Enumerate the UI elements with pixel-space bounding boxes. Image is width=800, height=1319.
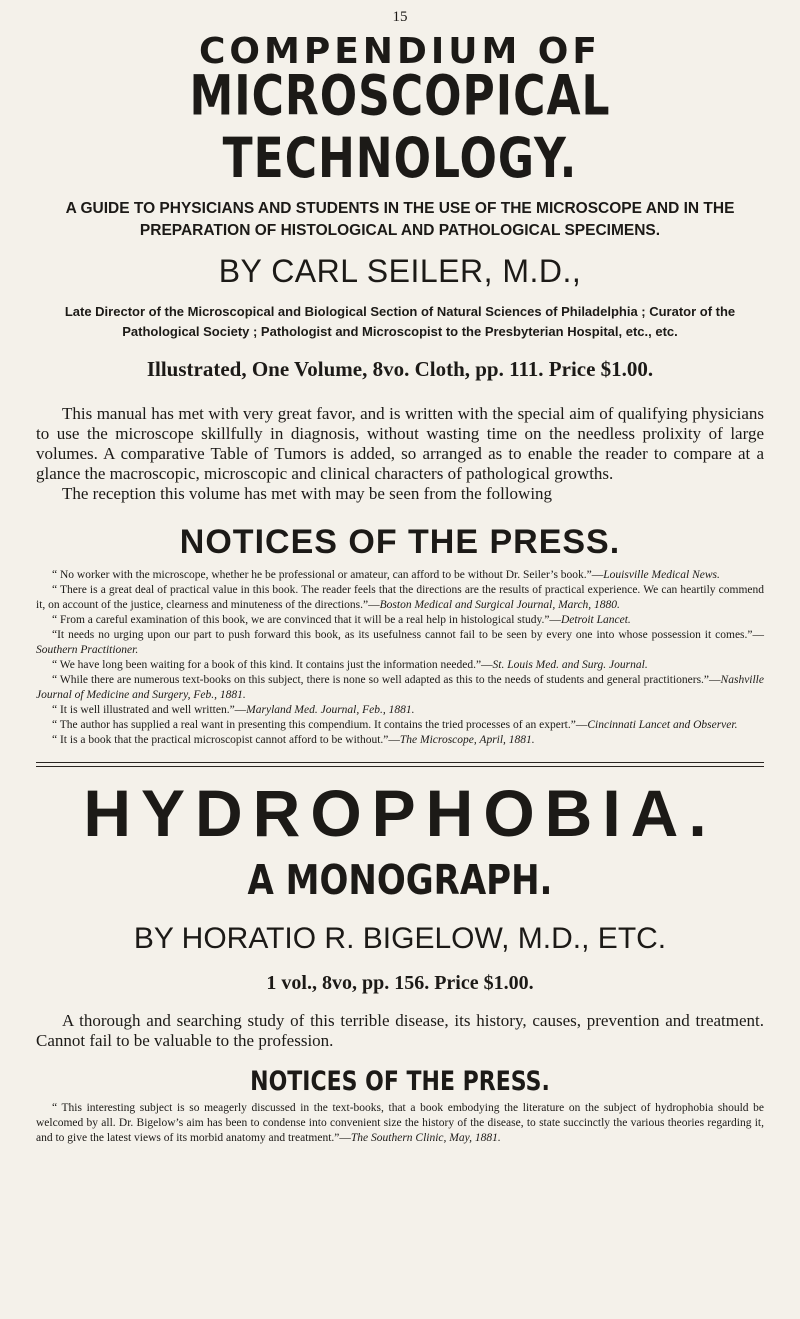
book-microscopical-technology xyxy=(36,32,764,748)
review-item xyxy=(36,658,764,673)
review-source: Cincinnati Lancet and Observer. xyxy=(587,719,738,731)
book2-review xyxy=(36,1101,764,1146)
book2-subtitle: A MONOGRAPH. xyxy=(247,857,553,905)
review-item xyxy=(36,613,764,628)
book2-price-line: 1 vol., 8vo, pp. 156. Price $1.00. xyxy=(266,972,534,994)
book2-title: HYDROPHOBIA. xyxy=(83,776,717,850)
section-divider-thin xyxy=(36,766,764,767)
book1-notices-heading: NOTICES OF THE PRESS. xyxy=(179,523,621,561)
section-divider xyxy=(36,762,764,763)
review-source: Nashville Journal of Medicine and Surgery, Feb., 1881. xyxy=(36,674,764,701)
review-source: Maryland Med. Journal, Feb., 1881. xyxy=(246,704,415,716)
review-item xyxy=(36,703,764,718)
review-text: “ It is a book that the practical microscopist cannot afford to be without.”— xyxy=(52,734,400,746)
review-text: “ We have long been waiting for a book of this kind. It contains just the information needed.”— xyxy=(52,659,493,671)
review-text: “ It is well illustrated and well written.”— xyxy=(52,704,247,716)
review-text: “It needs no urging upon our part to push forward this book, as its usefulness cannot fail to be seen by every one into whose possession it comes.”— xyxy=(52,629,764,641)
review-text: “ No worker with the microscope, whether he be professional or amateur, can afford to be without Dr. Seiler’s book.”— xyxy=(52,569,604,581)
review-source: St. Louis Med. and Surg. Journal. xyxy=(492,659,648,671)
review-item xyxy=(36,628,764,658)
review-text: “ The author has supplied a real want in presenting this compendium. It contains the tried processes of an expert.”— xyxy=(52,719,588,731)
book1-credentials: Late Director of the Microscopical and Biological Section of Natural Sciences of Philadelphia ; Curator of the Pathological Society ; Pathologist and Microscopist to the Presbyterian Hospital, etc., etc. xyxy=(64,304,736,339)
book2-author: BY HORATIO R. BIGELOW, M.D., ETC. xyxy=(133,922,667,955)
page-number: 15 xyxy=(392,9,408,25)
book1-author: BY CARL SEILER, M.D., xyxy=(218,253,582,289)
book1-description: This manual has met with very great favor, and is written with the special aim of qualifying physicians to use the microscope skillfully in diagnosis, without wasting time on the needless prolixity of large volumes. A comparative Table of Tumors is added, so arranged as to enable the reader to compare at a glance the macroscopic, microscopic and clinical characters of pathological growths. xyxy=(36,404,764,483)
book2-notices-heading: NOTICES OF THE PRESS. xyxy=(250,1067,550,1098)
review-source: Louisville Medical News. xyxy=(603,569,720,581)
review-text: “ While there are numerous text-books on this subject, there is none so well adapted as this to the needs of students and general practitioners.”— xyxy=(52,674,721,686)
book1-price-line: Illustrated, One Volume, 8vo. Cloth, pp. 111. Price $1.00. xyxy=(146,357,654,381)
review-text: “ There is a great deal of practical value in this book. The reader feels that the directions are the results of practical experience. We can heartily commend it, on account of the justice, clearness and minuteness of the directions.”— xyxy=(36,584,764,611)
review-source: Boston Medical and Surgical Journal, March, 1880. xyxy=(379,599,620,611)
review-text: “ From a careful examination of this book, we are convinced that it will be a real help in histological study.”— xyxy=(52,614,561,626)
review-item xyxy=(36,718,764,733)
book1-title-line1: COMPENDIUM OF xyxy=(198,31,601,72)
book2-description: A thorough and searching study of this terrible disease, its history, causes, prevention and treatment. Cannot fail to be valuable to the profession. xyxy=(36,1011,764,1050)
book1-title-line2: MICROSCOPICAL TECHNOLOGY. xyxy=(189,64,611,191)
review-item xyxy=(36,583,764,613)
review-item xyxy=(36,673,764,703)
book-hydrophobia xyxy=(36,777,764,1146)
review-source: The Southern Clinic, May, 1881. xyxy=(350,1132,501,1144)
review-item xyxy=(36,733,764,748)
review-item xyxy=(36,568,764,583)
review-source: Southern Practitioner. xyxy=(36,644,139,656)
book1-reviews xyxy=(36,568,764,748)
review-text: “ This interesting subject is so meagerly discussed in the text-books, that a book embodying the literature on the subject of hydrophobia should be welcomed by all. Dr. Bigelow’s aim has been to condense into convenient size the history of the disease, to state succinctly the various theories regarding it, and to give the latest views of its morbid anatomy and treatment.”— xyxy=(36,1102,764,1144)
review-source: Detroit Lancet. xyxy=(560,614,631,626)
review-source: The Microscope, April, 1881. xyxy=(399,734,535,746)
book1-subtitle: A GUIDE TO PHYSICIANS AND STUDENTS IN THE USE OF THE MICROSCOPE AND IN THE PREPARATION OF HISTOLOGICAL AND PATHOLOGICAL SPECIMENS. xyxy=(65,200,735,239)
book1-reception: The reception this volume has met with may be seen from the following xyxy=(62,484,553,503)
